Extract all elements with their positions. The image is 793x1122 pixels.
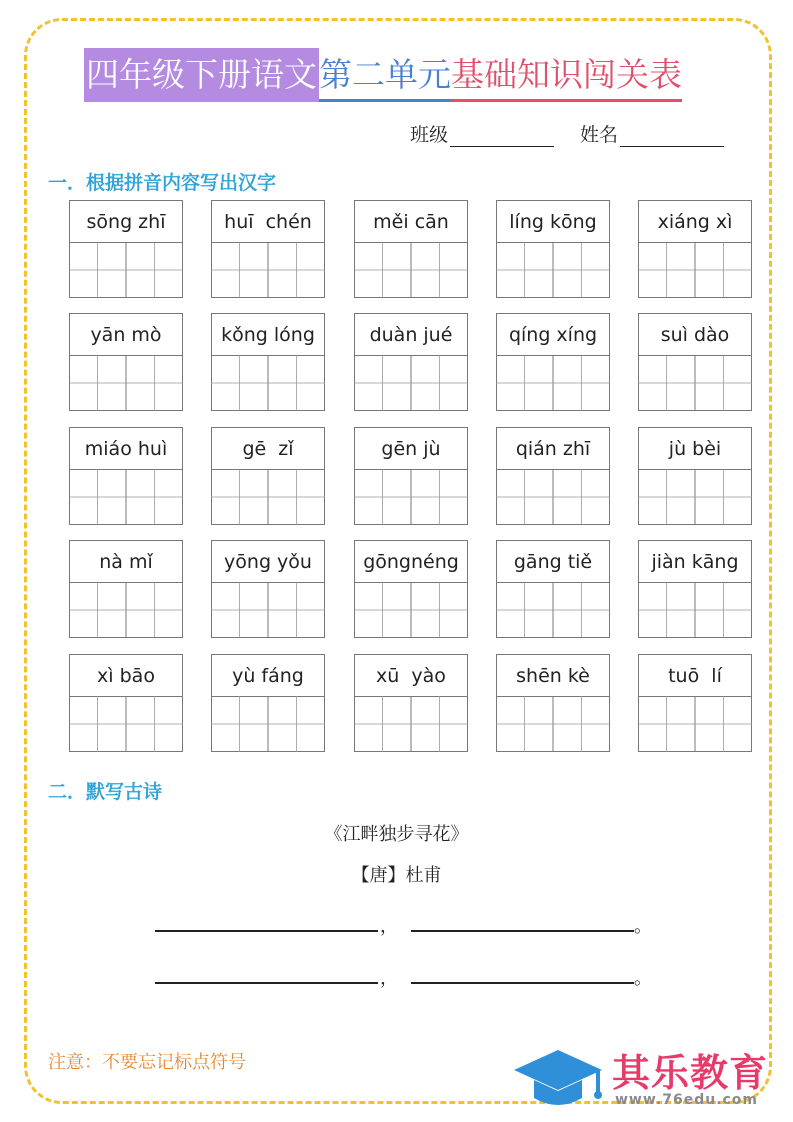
pinyin-text: kǒng lóng (211, 313, 325, 355)
pinyin-text: duàn jué (354, 313, 468, 355)
pinyin-text: xì bāo (69, 654, 183, 696)
pinyin-text: líng kōng (496, 200, 610, 242)
poem-line-2b[interactable] (411, 982, 634, 984)
pinyin-text: yān mò (69, 313, 183, 355)
pinyin-text: miáo huì (69, 427, 183, 469)
pinyin-cell (354, 313, 468, 411)
pinyin-cell (638, 427, 752, 525)
pinyin-cell (496, 654, 610, 752)
pinyin-cell (638, 313, 752, 411)
poem-period-2: 。 (634, 968, 652, 989)
pinyin-text: yù fáng (211, 654, 325, 696)
tianzige-writing-grid[interactable] (211, 582, 325, 638)
tianzige-writing-grid[interactable] (638, 582, 752, 638)
logo-name: 其乐教育 (612, 1051, 769, 1095)
pinyin-cell (69, 427, 183, 525)
class-field (410, 120, 554, 147)
pinyin-cell (69, 654, 183, 752)
page-title (84, 48, 682, 102)
pinyin-cell (638, 654, 752, 752)
pinyin-cell (354, 200, 468, 298)
pinyin-text: jiàn kāng (638, 540, 752, 582)
pinyin-text: měi cān (354, 200, 468, 242)
pinyin-text: jù bèi (638, 427, 752, 469)
pinyin-text: gōngnéng (354, 540, 468, 582)
pinyin-cell (211, 200, 325, 298)
tianzige-writing-grid[interactable] (496, 582, 610, 638)
pinyin-text: qián zhī (496, 427, 610, 469)
pinyin-text: gēn jù (354, 427, 468, 469)
tianzige-writing-grid[interactable] (211, 469, 325, 525)
poem-comma-2: ， (380, 968, 398, 989)
pinyin-text: tuō lí (638, 654, 752, 696)
tianzige-writing-grid[interactable] (69, 355, 183, 411)
tianzige-writing-grid[interactable] (354, 582, 468, 638)
pinyin-text: huī chén (211, 200, 325, 242)
pinyin-cell (496, 540, 610, 638)
pinyin-cell (354, 654, 468, 752)
pinyin-cell (496, 200, 610, 298)
pinyin-cell (211, 654, 325, 752)
tianzige-writing-grid[interactable] (211, 696, 325, 752)
poem-line-1a[interactable] (155, 930, 378, 932)
pinyin-text: xū yào (354, 654, 468, 696)
tianzige-writing-grid[interactable] (638, 242, 752, 298)
poem-period-1: 。 (634, 916, 652, 937)
pinyin-text: yōng yǒu (211, 540, 325, 582)
pinyin-cell (638, 200, 752, 298)
pinyin-cell (211, 427, 325, 525)
tianzige-writing-grid[interactable] (496, 696, 610, 752)
reminder-note: 注意：不要忘记标点符号 (48, 1052, 246, 1073)
tianzige-writing-grid[interactable] (496, 242, 610, 298)
class-label: 班级 (410, 124, 449, 146)
poem-line-1b[interactable] (411, 930, 634, 932)
tianzige-writing-grid[interactable] (69, 242, 183, 298)
tianzige-writing-grid[interactable] (638, 469, 752, 525)
pinyin-cell (638, 540, 752, 638)
pinyin-text: sōng zhī (69, 200, 183, 242)
section2-heading: 二．默写古诗 (48, 781, 163, 803)
pinyin-cell (69, 540, 183, 638)
name-field (580, 120, 724, 147)
pinyin-cell (354, 427, 468, 525)
class-blank[interactable] (450, 126, 554, 147)
pinyin-cell (69, 313, 183, 411)
tianzige-writing-grid[interactable] (638, 696, 752, 752)
tianzige-writing-grid[interactable] (69, 469, 183, 525)
tianzige-writing-grid[interactable] (638, 355, 752, 411)
tianzige-writing-grid[interactable] (354, 355, 468, 411)
name-blank[interactable] (620, 126, 724, 147)
tianzige-writing-grid[interactable] (211, 242, 325, 298)
tianzige-writing-grid[interactable] (211, 355, 325, 411)
pinyin-text: shēn kè (496, 654, 610, 696)
poem-comma-1: ， (380, 916, 398, 937)
tianzige-writing-grid[interactable] (69, 582, 183, 638)
tianzige-writing-grid[interactable] (354, 242, 468, 298)
tianzige-writing-grid[interactable] (496, 469, 610, 525)
tianzige-writing-grid[interactable] (354, 469, 468, 525)
pinyin-text: suì dào (638, 313, 752, 355)
pinyin-text: qíng xíng (496, 313, 610, 355)
pinyin-text: gāng tiě (496, 540, 610, 582)
section1-heading: 一．根据拼音内容写出汉字 (48, 172, 277, 194)
pinyin-cell (354, 540, 468, 638)
tianzige-writing-grid[interactable] (354, 696, 468, 752)
title-topic: 基础知识闯关表 (451, 48, 682, 102)
pinyin-cell (211, 540, 325, 638)
tianzige-writing-grid[interactable] (496, 355, 610, 411)
poem-title: 《江畔独步寻花》 (324, 824, 469, 845)
pinyin-text: nà mǐ (69, 540, 183, 582)
pinyin-cell (496, 427, 610, 525)
pinyin-cell (69, 200, 183, 298)
poem-author: 【唐】杜甫 (351, 865, 442, 886)
title-unit: 第二单元 (319, 48, 451, 102)
logo-url: www.76edu.com (615, 1092, 759, 1108)
pinyin-text: xiáng xì (638, 200, 752, 242)
pinyin-cell (496, 313, 610, 411)
pinyin-text: gē zǐ (211, 427, 325, 469)
name-label: 姓名 (580, 124, 619, 146)
poem-line-2a[interactable] (155, 982, 378, 984)
tianzige-writing-grid[interactable] (69, 696, 183, 752)
title-grade: 四年级下册语文 (84, 48, 319, 102)
pinyin-cell (211, 313, 325, 411)
